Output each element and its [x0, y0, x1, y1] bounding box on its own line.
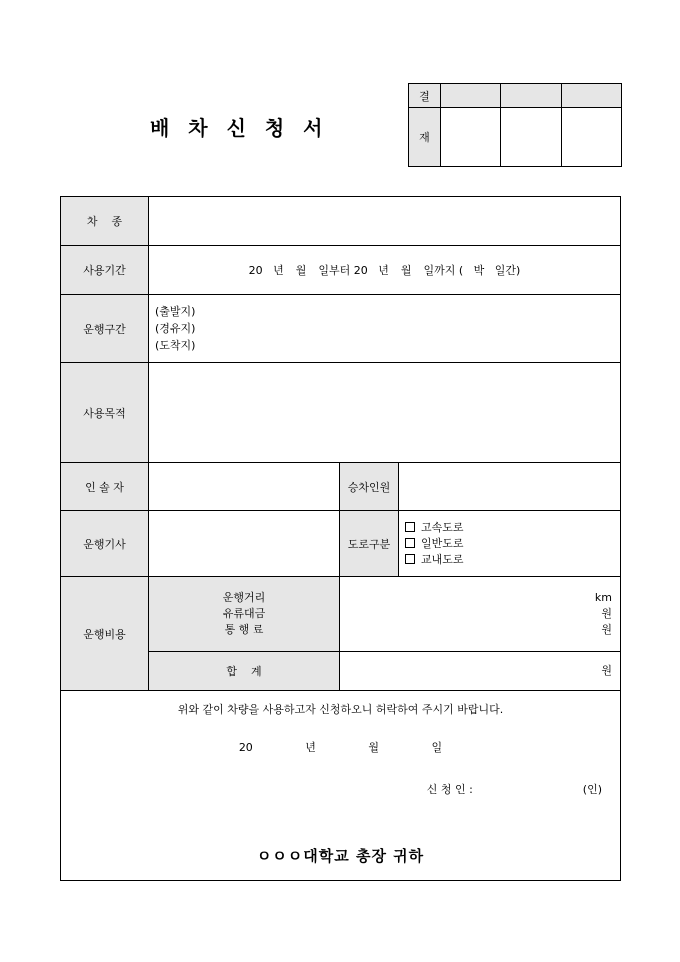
- applicant-label: 신 청 인 :: [426, 783, 473, 796]
- toll-label: 통 행 료: [224, 623, 264, 636]
- application-date: 20 년 월 일: [238, 741, 443, 754]
- road-type-label: 도로구분: [340, 511, 399, 577]
- period-to-month: 월: [400, 264, 412, 277]
- approval-box: [408, 83, 622, 167]
- vehicle-type-label: 차 종: [61, 197, 149, 246]
- period-field[interactable]: [149, 246, 621, 295]
- fuel-label: 유류대금: [222, 607, 266, 620]
- total-unit: 원: [601, 664, 612, 677]
- total-label: 합 계: [149, 652, 340, 691]
- request-statement: 위와 같이 차량을 사용하고자 신청하오니 허락하여 주시기 바랍니다.: [177, 703, 504, 716]
- purpose-label: 사용목적: [61, 363, 149, 463]
- road-type-options: [399, 511, 621, 577]
- leader-label: 인 솔 자: [61, 463, 149, 511]
- approval-label-top: 결: [409, 84, 441, 108]
- checkbox-icon[interactable]: [405, 522, 415, 532]
- checkbox-icon[interactable]: [405, 538, 415, 548]
- cost-values-field[interactable]: [340, 577, 621, 652]
- route-arrival: (도착지): [155, 339, 196, 352]
- leader-field[interactable]: [149, 463, 340, 511]
- approval-signature-cell[interactable]: [441, 108, 501, 167]
- form-title: 배 차 신 청 서: [150, 116, 329, 140]
- toll-unit: 원: [601, 623, 612, 636]
- approval-label-bottom: 재: [409, 108, 441, 167]
- distance-unit: km: [594, 591, 612, 604]
- period-from-year: 20 년: [248, 264, 284, 277]
- approval-signature-cell[interactable]: [501, 108, 561, 167]
- cost-item-labels: [149, 577, 340, 652]
- passengers-field[interactable]: [399, 463, 621, 511]
- footer-section: [61, 691, 621, 881]
- road-option-campus[interactable]: 교내도로: [405, 552, 620, 568]
- approval-header-cell: [501, 84, 561, 108]
- seal-mark: (인): [582, 783, 602, 796]
- total-field[interactable]: [340, 652, 621, 691]
- period-from-day: 일부터 20 년: [318, 264, 389, 277]
- route-label: 운행구간: [61, 295, 149, 363]
- recipient: ㅇㅇㅇ대학교 총장 귀하: [256, 847, 425, 865]
- approval-header-cell: [441, 84, 501, 108]
- cost-label: 운행비용: [61, 577, 149, 691]
- driver-field[interactable]: [149, 511, 340, 577]
- route-via: (경유지): [155, 322, 196, 335]
- road-option-highway[interactable]: 고속도로: [405, 520, 620, 536]
- road-option-general[interactable]: 일반도로: [405, 536, 620, 552]
- driver-label: 운행기사: [61, 511, 149, 577]
- vehicle-request-form: [60, 196, 621, 881]
- vehicle-type-field[interactable]: [149, 197, 621, 246]
- fuel-unit: 원: [601, 607, 612, 620]
- route-field[interactable]: [149, 295, 621, 363]
- approval-signature-cell[interactable]: [561, 108, 621, 167]
- passengers-label: 승차인원: [340, 463, 399, 511]
- period-to-day: 일까지 ( 박 일간): [423, 264, 521, 277]
- distance-label: 운행거리: [222, 591, 266, 604]
- approval-header-cell: [561, 84, 621, 108]
- period-label: 사용기간: [61, 246, 149, 295]
- period-from-month: 월: [295, 264, 307, 277]
- checkbox-icon[interactable]: [405, 554, 415, 564]
- purpose-field[interactable]: [149, 363, 621, 463]
- route-departure: (출발지): [155, 305, 196, 318]
